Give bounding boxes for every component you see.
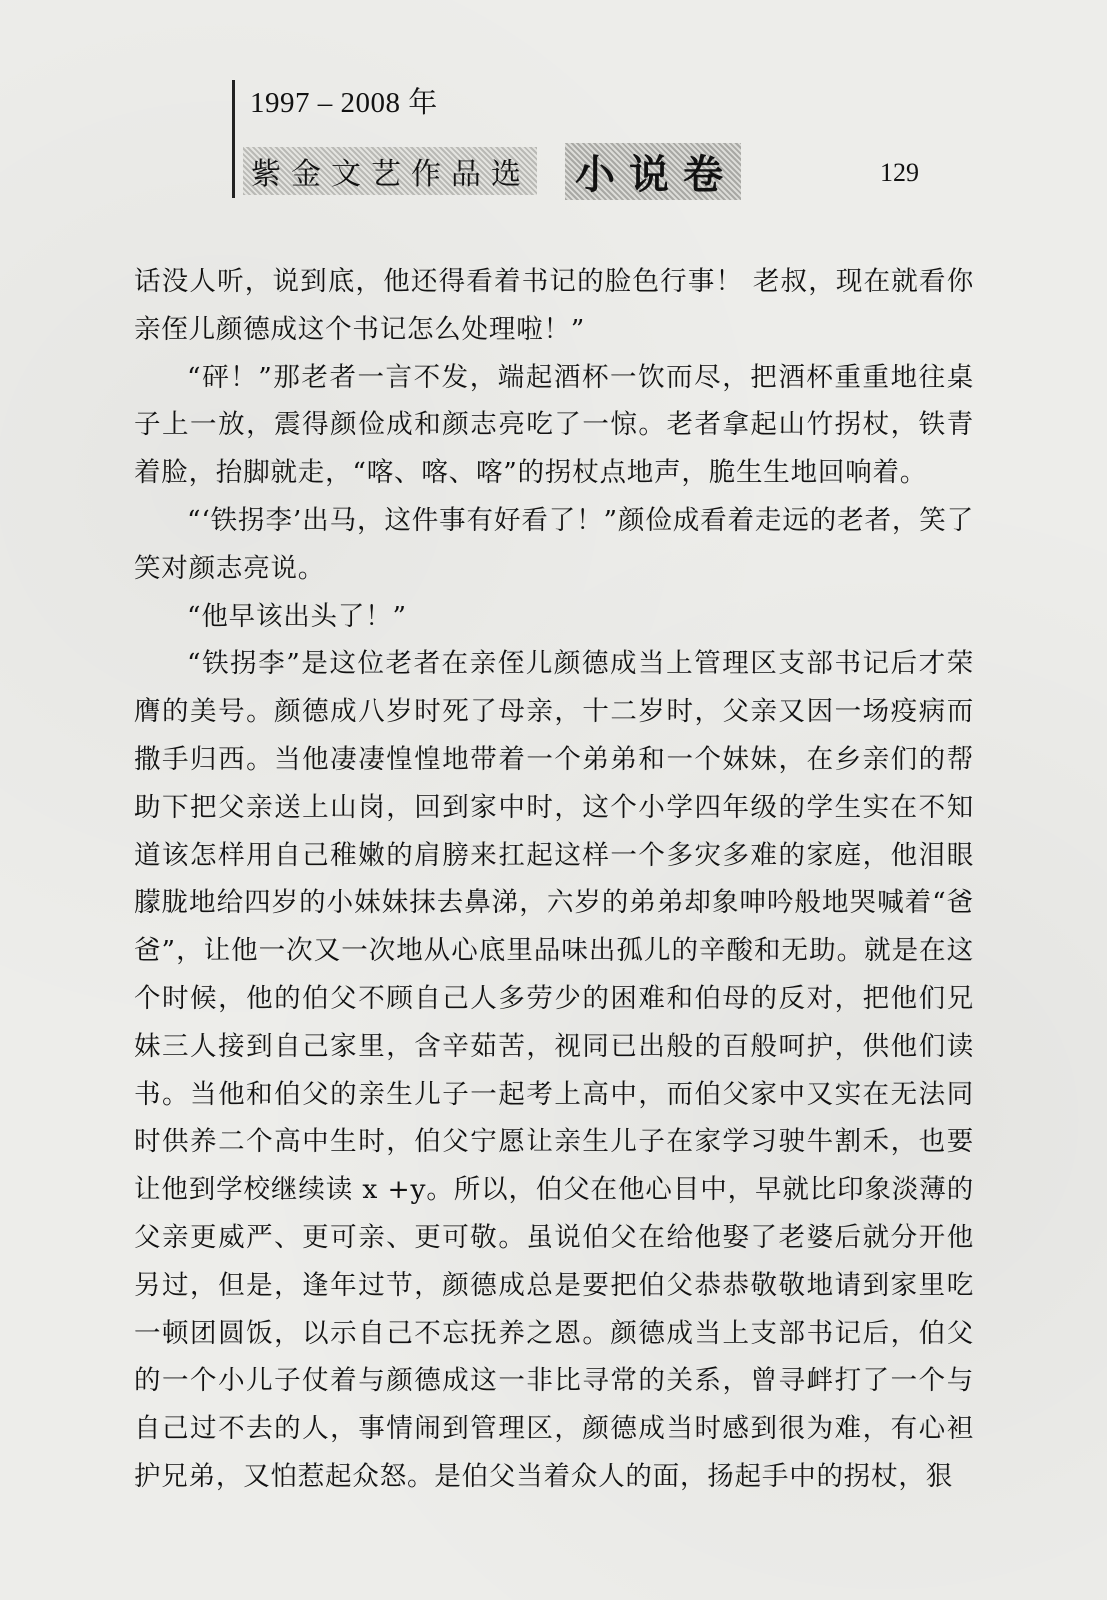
header-vertical-rule xyxy=(232,80,235,198)
header-series-banner xyxy=(243,148,741,198)
paragraph-continued: 话没人听，说到底，他还得看着书记的脸色行事！ 老叔，现在就看你亲侄儿颜德成这个书记怎么处理啦！” xyxy=(134,266,974,345)
paragraph: “铁拐李”是这位老者在亲侄儿颜德成当上管理区支部书记后才荣膺的美号。颜德成八岁时死了母亲，十二岁时，父亲又因一场疫病而撒手归西。当他凄凄惶惶地带着一个弟弟和一个妹妹，在乡亲们的帮助下把父亲送上山岗，回到家中时，这个小学四年级的学生实在不知道该怎样用自己稚嫩的肩膀来扛起这样一个多灾多难的家庭，他泪眼朦胧地给四岁的小妹妹抹去鼻涕，六岁的弟弟却象呻吟般地哭喊着“爸爸”，让他一次又一次地从心底里品味出孤儿的辛酸和无助。就是在这个时候，他的伯父不顾自己人多劳少的困难和伯母的反对，把他们兄妹三人接到自己家里，含辛茹苦，视同已出般的百般呵护，供他们读书。当他和伯父的亲生儿子一起考上高中，而伯父家中又实在无法同时供养二个高中生时，伯父宁愿让亲生儿子在家学习驶牛割禾，也要让他到学校继续读 x +y。所以，伯父在他心目中，早就比印象淡薄的父亲更威严、更可亲、更可敬。虽说伯父在给他娶了老婆后就分开他另过，但是，逢年过节，颜德成总是要把伯父恭恭敬敬地请到家里吃一顿团圆饭，以示自己不忘抚养之恩。颜德成当上支部书记后，伯父的一个小儿子仗着与颜德成这一非比寻常的关系，曾寻衅打了一个与自己过不去的人，事情闹到管理区，颜德成当时感到很为难，有心袒护兄弟，又怕惹起众怒。是伯父当着众人的面，扬起手中的拐杖，狠 xyxy=(134,648,974,1492)
paragraph: “砰！”那老者一言不发，端起酒杯一饮而尽，把酒杯重重地往桌子上一放，震得颜俭成和颜志亮吃了一惊。老者拿起山竹拐杖，铁青着脸，抬脚就走，“喀、喀、喀”的拐杖点地声，脆生生地回响着。 xyxy=(134,361,974,489)
paragraph: “他早该出头了！” xyxy=(187,600,407,632)
body-text xyxy=(134,258,974,1501)
volume-title: 小说卷 xyxy=(565,143,741,200)
series-title: 紫金文艺作品选 xyxy=(243,147,537,195)
header-years: 1997 – 2008 年 xyxy=(250,87,438,119)
paragraph: “‘铁拐李’出马，这件事有好看了！”颜俭成看着走远的老者，笑了笑对颜志亮说。 xyxy=(134,504,974,584)
page-number: 129 xyxy=(880,158,919,187)
